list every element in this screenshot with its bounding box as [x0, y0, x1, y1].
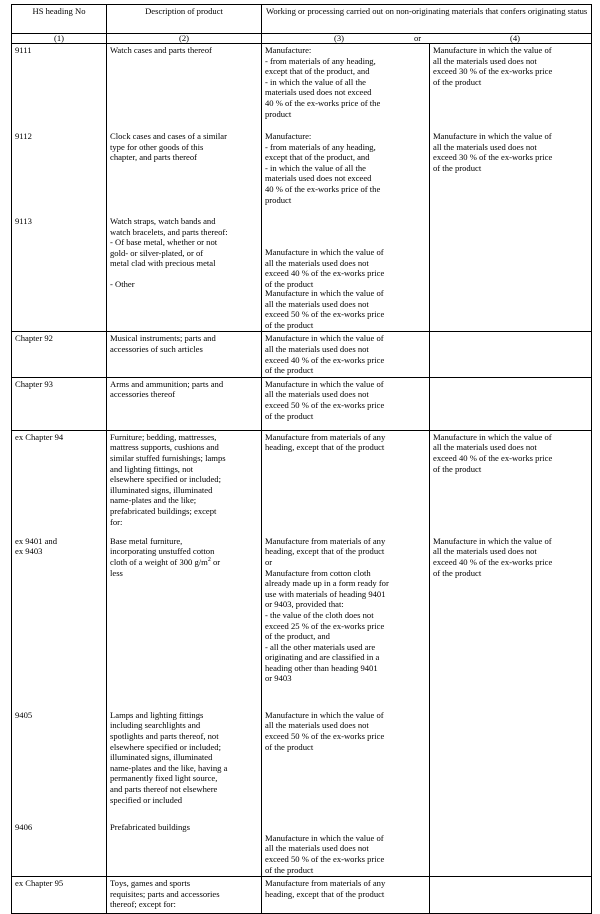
- header-hs-heading: HS heading No: [12, 5, 107, 34]
- column-number-3-4: [262, 34, 592, 44]
- rule-text: Manufacture in which the value of all the materials used does not exceed 50 % of the ex-works price of the product: [265, 832, 385, 875]
- rule-col4-cell: [430, 430, 592, 876]
- column-number-4: (4): [510, 33, 521, 43]
- rule-text: Manufacture: - from materials of any heading, except that of the product, and - in which the value of all the materials used does not exceed 40 % of the ex-works price of the product: [265, 45, 381, 119]
- empty-cell: [430, 877, 592, 914]
- table-row: [12, 44, 592, 332]
- rule-text: Manufacture in which the value of all the materials used does not exceed 50 % of the ex-works price of the product: [265, 288, 385, 330]
- hs-code: Chapter 92: [12, 332, 107, 377]
- rule-col3-cell: [262, 44, 430, 332]
- rule-text: Manufacture from materials of any heading, except that of the product: [265, 431, 386, 453]
- hs-code: 9112: [15, 131, 32, 141]
- rule-text: Manufacture in which the value of all the materials used does not exceed 30 % of the ex-works price of the product: [433, 45, 553, 87]
- rule-text: Manufacture: - from materials of any heading, except that of the product, and - in which the value of all the materials used does not exceed 40 % of the ex-works price of the product: [265, 131, 381, 205]
- hs-cell: [12, 430, 107, 876]
- rule-text: Manufacture in which the value of all the materials used does not exceed 40 % of the ex-works price of the product: [265, 333, 385, 376]
- empty-cell: [430, 332, 592, 377]
- table-row: [12, 877, 592, 914]
- hs-code: 9111: [15, 45, 32, 55]
- rule-text: Manufacture in which the value of all the materials used does not exceed 40 % of the ex-works price of the product: [433, 535, 553, 578]
- description-text: [110, 536, 258, 710]
- rule-text: Manufacture from materials of any heading, except that of the product: [265, 878, 386, 899]
- rule-text: Manufacture from materials of any heading, except that of the product or Manufacture from cotton cloth already made up in a form ready for use with materials of heading 9401 or 9403, provided that: - the value of the cloth does not exceed 25 % of the ex-works price of the product, and - all the other materials used are originating and are classified in a heading other than heading 9401 or 9403: [265, 535, 389, 684]
- column-number-1: (1): [12, 34, 107, 44]
- rule-text: Manufacture in which the value of all the materials used does not exceed 40 % of the ex-works price of the product: [265, 247, 385, 289]
- description-text: Watch cases and parts thereof: [110, 45, 212, 55]
- description-text: Furniture; bedding, mattresses, mattress supports, cushions and similar stuffed furnishings; lamps and lighting fittings, not elsewhere specified or included; illuminated signs, illuminated name-plates and the like; prefabricated buildings; except for:: [110, 431, 226, 527]
- description-text: Clock cases and cases of a similar type for other goods of this chapter, and parts thereof: [110, 131, 227, 163]
- table-row: [12, 332, 592, 377]
- description-text: Toys, games and sports requisites; parts and accessories thereof; except for:: [110, 878, 220, 910]
- rule-text: Manufacture in which the value of all the materials used does not exceed 50 % of the ex-works price of the product: [265, 709, 385, 752]
- hs-code: ex Chapter 94: [15, 431, 64, 442]
- header-working-processing: Working or processing carried out on non-originating materials that confers originating status: [262, 5, 592, 34]
- table-row: [12, 430, 592, 876]
- rule-text: Manufacture in which the value of all the materials used does not exceed 30 % of the ex-works price of the product: [433, 131, 553, 173]
- origin-rules-table: [11, 4, 592, 914]
- table-row: [12, 377, 592, 430]
- description-cell: [107, 430, 262, 876]
- superscript: 2: [207, 557, 211, 564]
- hs-code: ex Chapter 95: [12, 877, 107, 914]
- description-text: Prefabricated buildings: [110, 821, 190, 832]
- description-text: Watch straps, watch bands and watch bracelets, and parts thereof: - Of base metal, whether or not gold- or silver-plated, or of metal clad with precious metal: [110, 216, 228, 269]
- hs-code: 9406: [15, 821, 33, 832]
- hs-code: ex 9401 and ex 9403: [15, 535, 58, 557]
- rule-col4-cell: [430, 44, 592, 332]
- description-part: Base metal furniture, incorporating unstuffed cotton cloth of a weight of 300 g/m: [110, 535, 215, 567]
- description-cell: [107, 44, 262, 332]
- description-text: - Other: [110, 279, 135, 289]
- hs-code: 9113: [15, 216, 32, 226]
- description-text: Musical instruments; parts and accessories of such articles: [110, 333, 216, 354]
- rule-text: Manufacture in which the value of all the materials used does not exceed 40 % of the ex-works price of the product: [433, 431, 553, 474]
- rule-col3-cell: [262, 430, 430, 876]
- column-number-2: (2): [107, 34, 262, 44]
- hs-code: 9405: [15, 709, 33, 720]
- hs-cell: [12, 44, 107, 332]
- column-number-row: [12, 34, 592, 44]
- description-text: Lamps and lighting fittings including searchlights and spotlights and parts thereof, not elsewhere specified or included; illuminated signs, illuminated name-plates and the like, having a permanently fixed light source, and parts thereof not elsewhere specified or included: [110, 709, 228, 805]
- empty-cell: [430, 377, 592, 430]
- description-text: Arms and ammunition; parts and accessories thereof: [110, 378, 224, 400]
- hs-code: Chapter 93: [12, 377, 107, 430]
- column-number-3: (3): [334, 33, 345, 43]
- header-description: Description of product: [107, 5, 262, 34]
- rule-text: Manufacture in which the value of all the materials used does not exceed 50 % of the ex-works price of the product: [265, 378, 385, 421]
- description-part: or less: [110, 556, 221, 578]
- header-row: [12, 5, 592, 34]
- column-or-label: or: [414, 33, 422, 43]
